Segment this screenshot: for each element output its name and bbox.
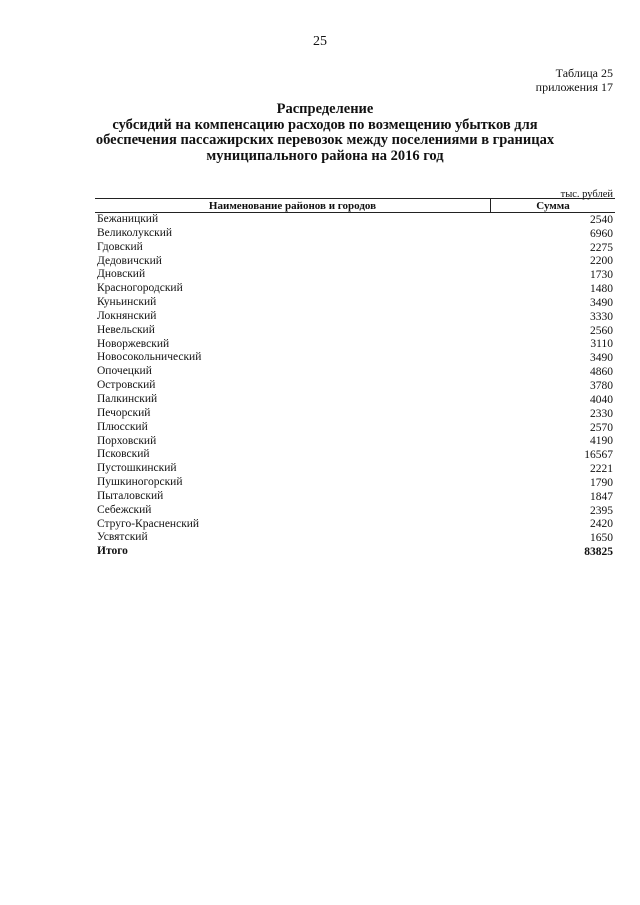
subsidy-amount: 6960 [590,227,613,240]
district-name: Дновский [97,268,146,281]
table-row [95,518,615,532]
column-header-sum: Сумма [491,199,616,213]
title-line: субсидий на компенсацию расходов по возмещению убытков для [112,116,538,133]
subsidy-amount: 4190 [590,435,613,448]
district-name: Новоржевский [97,337,170,350]
subsidy-amount: 3490 [590,296,613,309]
subsidy-amount: 2560 [590,324,613,337]
page-number: 25 [313,34,327,49]
table-reference-line: Таблица 25 [555,66,613,80]
table-row [95,462,615,476]
district-name: Красногородский [97,282,183,295]
table-body [95,213,615,560]
subsidy-amount: 1790 [590,476,613,489]
district-name: Великолукский [97,226,173,239]
district-name: Себежский [97,503,152,516]
table-row [95,213,615,227]
table-row [95,379,615,393]
district-name: Локнянский [97,309,157,322]
subsidy-amount: 2200 [590,255,613,268]
total-label: Итого [97,545,128,558]
table-reference [536,66,613,94]
subsidy-amount: 1650 [590,532,613,545]
subsidy-amount: 2540 [590,213,613,226]
district-name: Опочецкий [97,365,152,378]
district-name: Усвятский [97,531,148,544]
title-line: Распределение [276,101,374,117]
subsidy-amount: 16567 [584,449,613,462]
subsidy-amount: 2395 [590,504,613,517]
district-name: Пыталовский [97,489,164,502]
table-row [95,531,615,545]
district-name: Гдовский [97,240,143,253]
subsidy-table [95,198,615,559]
table-row [95,365,615,379]
district-name: Псковский [97,448,150,461]
table-reference-line: приложения 17 [535,80,613,94]
district-name: Печорский [97,406,151,419]
subsidy-amount: 1847 [590,490,613,503]
table-row [95,241,615,255]
subsidy-amount: 2570 [590,421,613,434]
subsidy-amount: 4860 [590,366,613,379]
district-name: Плюсский [97,420,148,433]
subsidy-amount: 2275 [590,241,613,254]
subsidy-amount: 4040 [590,393,613,406]
district-name: Невельский [97,323,155,336]
district-name: Палкинский [97,392,158,405]
units-label: тыс. рублей [560,189,613,200]
title-line: муниципального района на 2016 год [206,147,444,164]
table-row [95,393,615,407]
subsidy-amount: 1480 [590,283,613,296]
table-row [95,490,615,504]
table-row [95,310,615,324]
table-row [95,504,615,518]
table-row [95,268,615,282]
subsidy-amount: 3330 [590,310,613,323]
table-row [95,421,615,435]
title-line: обеспечения пассажирских перевозок между поселениями в границах [95,132,555,148]
column-header-name: Наименование районов и городов [95,199,491,213]
total-row [95,545,615,559]
table-row [95,448,615,462]
subsidy-amount: 1730 [590,269,613,282]
table-row [95,324,615,338]
document-title [60,102,590,164]
district-name: Струго-Красненский [97,517,200,530]
total-value: 83825 [584,546,613,559]
subsidy-amount: 2420 [590,518,613,531]
subsidy-amount: 3780 [590,379,613,392]
table-row [95,435,615,449]
table-row [95,476,615,490]
table-row [95,282,615,296]
table-header-row [95,199,615,213]
table-row [95,407,615,421]
table-row [95,255,615,269]
district-name: Бежаницкий [97,213,159,225]
subsidy-amount: 2330 [590,407,613,420]
district-name: Островский [97,379,156,392]
district-name: Дедовичский [97,254,162,267]
table-row [95,338,615,352]
district-name: Порховский [97,434,157,447]
district-name: Пушкиногорский [97,476,183,489]
district-name: Куньинский [97,296,157,309]
table-row [95,296,615,310]
table-row [95,227,615,241]
subsidy-amount: 3490 [590,352,613,365]
district-name: Пустошкинский [97,462,177,475]
district-name: Новосокольнический [97,351,202,364]
subsidy-amount: 3110 [590,338,613,351]
table-row [95,351,615,365]
subsidy-amount: 2221 [590,463,613,476]
